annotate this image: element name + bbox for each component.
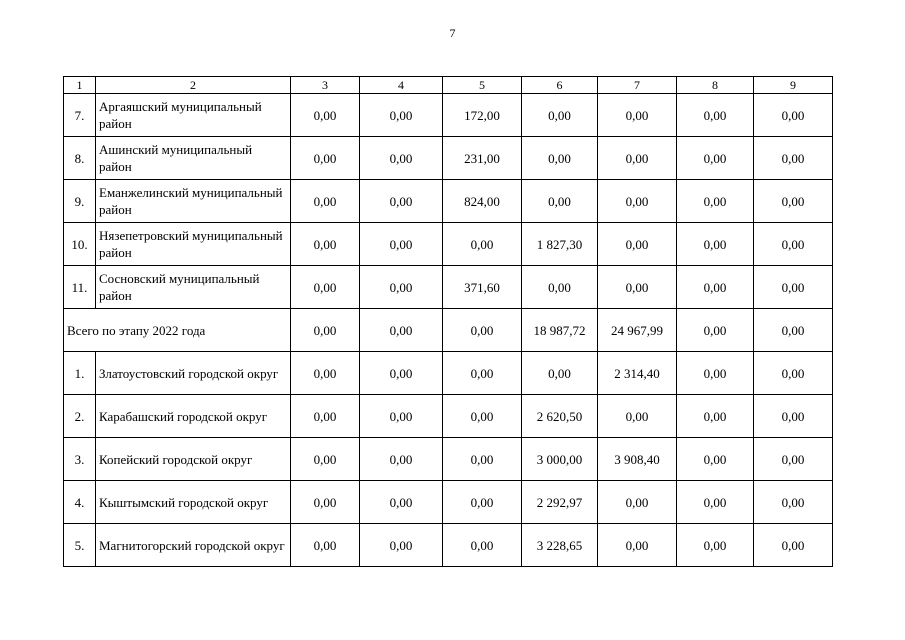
- column-header: 7: [598, 77, 677, 94]
- value-cell: 0,00: [360, 481, 443, 524]
- value-cell: 0,00: [598, 524, 677, 567]
- table-row: [64, 94, 833, 137]
- value-cell: 0,00: [360, 524, 443, 567]
- value-cell: 231,00: [443, 137, 522, 180]
- row-number: 8.: [64, 137, 96, 180]
- value-cell: 0,00: [291, 137, 360, 180]
- column-header: 9: [754, 77, 833, 94]
- row-number: 2.: [64, 395, 96, 438]
- value-cell: 0,00: [754, 524, 833, 567]
- column-header: 1: [64, 77, 96, 94]
- value-cell: 0,00: [677, 524, 754, 567]
- row-number: 1.: [64, 352, 96, 395]
- municipality-name: Сосновский муниципальный район: [96, 266, 291, 309]
- row-number: 3.: [64, 438, 96, 481]
- data-table: [63, 76, 833, 567]
- column-header: 5: [443, 77, 522, 94]
- table-row: [64, 481, 833, 524]
- value-cell: 0,00: [360, 94, 443, 137]
- value-cell: 0,00: [291, 524, 360, 567]
- value-cell: 0,00: [598, 266, 677, 309]
- total-label: Всего по этапу 2022 года: [64, 309, 291, 352]
- value-cell: 0,00: [677, 94, 754, 137]
- value-cell: 0,00: [360, 309, 443, 352]
- table-header-row: [64, 77, 833, 94]
- municipality-name: Магнитогорский городской округ: [96, 524, 291, 567]
- value-cell: 0,00: [754, 223, 833, 266]
- value-cell: 0,00: [291, 309, 360, 352]
- value-cell: 0,00: [522, 352, 598, 395]
- table-row: [64, 223, 833, 266]
- row-number: 11.: [64, 266, 96, 309]
- municipality-name: Еманжелинский муниципальный район: [96, 180, 291, 223]
- value-cell: 0,00: [291, 94, 360, 137]
- value-cell: 0,00: [291, 438, 360, 481]
- value-cell: 0,00: [598, 395, 677, 438]
- value-cell: 0,00: [754, 137, 833, 180]
- value-cell: 0,00: [443, 438, 522, 481]
- municipality-name: Карабашский городской округ: [96, 395, 291, 438]
- value-cell: 3 228,65: [522, 524, 598, 567]
- page-number: 7: [449, 26, 456, 40]
- table-row: [64, 137, 833, 180]
- value-cell: 24 967,99: [598, 309, 677, 352]
- value-cell: 0,00: [522, 266, 598, 309]
- municipality-name: Кыштымский городской округ: [96, 481, 291, 524]
- table-row: [64, 180, 833, 223]
- table-row: [64, 352, 833, 395]
- value-cell: 0,00: [677, 266, 754, 309]
- value-cell: 0,00: [291, 395, 360, 438]
- value-cell: 0,00: [598, 180, 677, 223]
- value-cell: 0,00: [677, 309, 754, 352]
- value-cell: 0,00: [291, 481, 360, 524]
- value-cell: 0,00: [754, 481, 833, 524]
- column-header: 4: [360, 77, 443, 94]
- municipality-name: Копейский городской округ: [96, 438, 291, 481]
- municipality-name: Ашинский муниципальный район: [96, 137, 291, 180]
- municipality-name: Златоустовский городской округ: [96, 352, 291, 395]
- table-row: [64, 524, 833, 567]
- row-number: 5.: [64, 524, 96, 567]
- value-cell: 0,00: [754, 352, 833, 395]
- table-row: [64, 266, 833, 309]
- value-cell: 0,00: [754, 94, 833, 137]
- value-cell: 0,00: [291, 180, 360, 223]
- value-cell: 0,00: [360, 395, 443, 438]
- municipality-name: Аргаяшский муниципальный район: [96, 94, 291, 137]
- value-cell: 172,00: [443, 94, 522, 137]
- value-cell: 0,00: [677, 438, 754, 481]
- column-header: 6: [522, 77, 598, 94]
- table-row: [64, 438, 833, 481]
- value-cell: 0,00: [360, 266, 443, 309]
- value-cell: 0,00: [754, 266, 833, 309]
- value-cell: 2 314,40: [598, 352, 677, 395]
- value-cell: 0,00: [754, 438, 833, 481]
- value-cell: 0,00: [677, 223, 754, 266]
- row-number: 7.: [64, 94, 96, 137]
- value-cell: 0,00: [754, 395, 833, 438]
- value-cell: 0,00: [522, 180, 598, 223]
- value-cell: 0,00: [598, 137, 677, 180]
- value-cell: 0,00: [677, 180, 754, 223]
- value-cell: 824,00: [443, 180, 522, 223]
- value-cell: 0,00: [598, 481, 677, 524]
- row-number: 9.: [64, 180, 96, 223]
- column-header: 2: [96, 77, 291, 94]
- column-header: 3: [291, 77, 360, 94]
- value-cell: 0,00: [360, 180, 443, 223]
- value-cell: 2 620,50: [522, 395, 598, 438]
- value-cell: 0,00: [598, 94, 677, 137]
- value-cell: 0,00: [360, 352, 443, 395]
- value-cell: 0,00: [677, 352, 754, 395]
- value-cell: 0,00: [443, 309, 522, 352]
- value-cell: 0,00: [291, 352, 360, 395]
- total-row: [64, 309, 833, 352]
- row-number: 4.: [64, 481, 96, 524]
- value-cell: 0,00: [360, 223, 443, 266]
- value-cell: 0,00: [522, 94, 598, 137]
- value-cell: 0,00: [443, 352, 522, 395]
- value-cell: 2 292,97: [522, 481, 598, 524]
- value-cell: 0,00: [291, 223, 360, 266]
- value-cell: 0,00: [443, 223, 522, 266]
- municipality-name: Нязепетровский муниципальный район: [96, 223, 291, 266]
- value-cell: 0,00: [677, 395, 754, 438]
- value-cell: 18 987,72: [522, 309, 598, 352]
- value-cell: 0,00: [443, 481, 522, 524]
- value-cell: 0,00: [360, 438, 443, 481]
- value-cell: 371,60: [443, 266, 522, 309]
- value-cell: 0,00: [677, 137, 754, 180]
- value-cell: 0,00: [291, 266, 360, 309]
- value-cell: 0,00: [598, 223, 677, 266]
- column-header: 8: [677, 77, 754, 94]
- value-cell: 0,00: [443, 395, 522, 438]
- value-cell: 0,00: [360, 137, 443, 180]
- value-cell: 3 000,00: [522, 438, 598, 481]
- row-number: 10.: [64, 223, 96, 266]
- table-row: [64, 395, 833, 438]
- value-cell: 1 827,30: [522, 223, 598, 266]
- value-cell: 0,00: [754, 309, 833, 352]
- value-cell: 0,00: [754, 180, 833, 223]
- value-cell: 3 908,40: [598, 438, 677, 481]
- value-cell: 0,00: [443, 524, 522, 567]
- value-cell: 0,00: [522, 137, 598, 180]
- value-cell: 0,00: [677, 481, 754, 524]
